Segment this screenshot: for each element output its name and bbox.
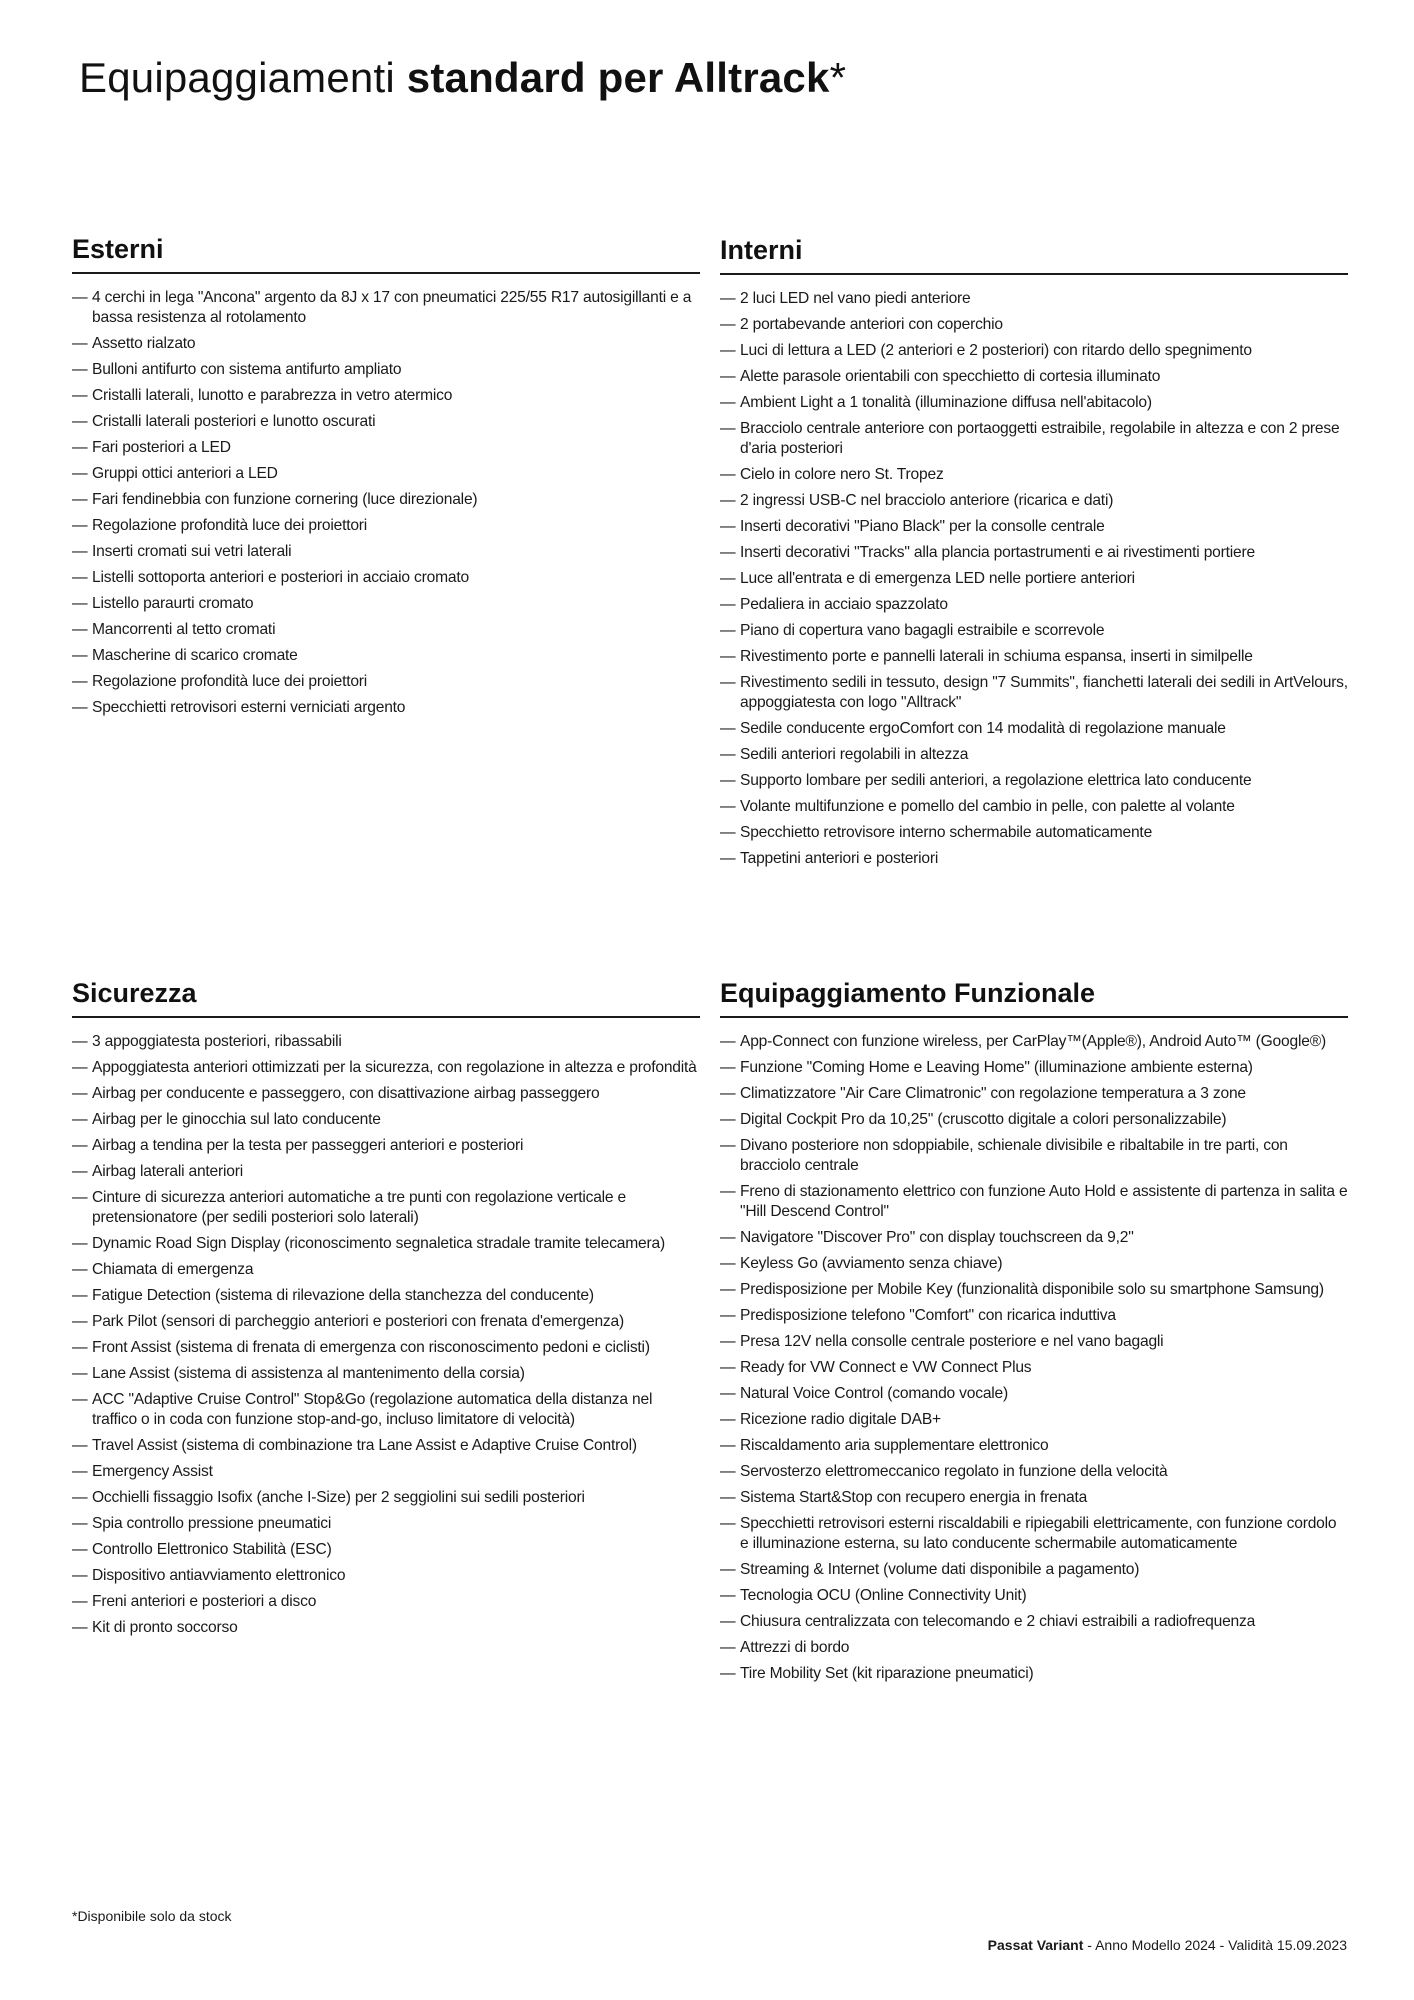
list-item: — Funzione "Coming Home e Leaving Home" (illuminazione ambiente esterna) [720, 1058, 1348, 1078]
list-item: — Presa 12V nella consolle centrale posteriore e nel vano bagagli [720, 1332, 1348, 1352]
list-item: — Sedili anteriori regolabili in altezza [720, 745, 1348, 765]
section-interni [720, 235, 1348, 875]
title-asterisk: * [829, 54, 847, 101]
list-item: — 2 ingressi USB-C nel bracciolo anteriore (ricarica e dati) [720, 491, 1348, 511]
list-item: — Regolazione profondità luce dei proiettori [72, 516, 700, 536]
list-item: — Specchietto retrovisore interno schermabile automaticamente [720, 823, 1348, 843]
list-item: — Bulloni antifurto con sistema antifurto ampliato [72, 360, 700, 380]
list-item: — Specchietti retrovisori esterni verniciati argento [72, 698, 700, 718]
list-item: — Climatizzatore "Air Care Climatronic" con regolazione temperatura a 3 zone [720, 1084, 1348, 1104]
list-item: — Controllo Elettronico Stabilità (ESC) [72, 1540, 700, 1560]
list-item: — Listelli sottoporta anteriori e posteriori in acciaio cromato [72, 568, 700, 588]
list-item: — Natural Voice Control (comando vocale) [720, 1384, 1348, 1404]
list-item: — Cristalli laterali, lunotto e parabrezza in vetro atermico [72, 386, 700, 406]
list-item: — Pedaliera in acciaio spazzolato [720, 595, 1348, 615]
list-item: — Assetto rialzato [72, 334, 700, 354]
list-item: — Cristalli laterali posteriori e lunotto oscurati [72, 412, 700, 432]
list-item: — Cielo in colore nero St. Tropez [720, 465, 1348, 485]
list-item: — Rivestimento sedili in tessuto, design "7 Summits", fianchetti laterali dei sedili in ArtVelours, appoggiatesta con logo "Alltrack" [720, 673, 1348, 713]
list-item: — Listello paraurti cromato [72, 594, 700, 614]
list-item: — Tecnologia OCU (Online Connectivity Unit) [720, 1586, 1348, 1606]
list-item: — Dynamic Road Sign Display (riconoscimento segnaletica stradale tramite telecamera) [72, 1234, 700, 1254]
footer-validity: - Anno Modello 2024 - Validità 15.09.2023 [1083, 1937, 1347, 1953]
list-item: — Fatigue Detection (sistema di rilevazione della stanchezza del conducente) [72, 1286, 700, 1306]
feature-list [72, 1032, 700, 1638]
list-item: — Fari fendinebbia con funzione cornering (luce direzionale) [72, 490, 700, 510]
list-item: — Digital Cockpit Pro da 10,25'' (cruscotto digitale a colori personalizzabile) [720, 1110, 1348, 1130]
list-item: — Keyless Go (avviamento senza chiave) [720, 1254, 1348, 1274]
feature-list [720, 1032, 1348, 1684]
list-item: — Navigatore "Discover Pro" con display touchscreen da 9,2'' [720, 1228, 1348, 1248]
list-item: — Freno di stazionamento elettrico con funzione Auto Hold e assistente di partenza in salita e "Hill Descend Control" [720, 1182, 1348, 1222]
list-item: — Piano di copertura vano bagagli estraibile e scorrevole [720, 621, 1348, 641]
section-heading: Interni [720, 235, 1348, 275]
list-item: — Gruppi ottici anteriori a LED [72, 464, 700, 484]
list-item: — Airbag per conducente e passeggero, con disattivazione airbag passeggero [72, 1084, 700, 1104]
section-sicurezza [72, 978, 700, 1644]
list-item: — Lane Assist (sistema di assistenza al mantenimento della corsia) [72, 1364, 700, 1384]
list-item: — Inserti cromati sui vetri laterali [72, 542, 700, 562]
title-bold: standard per Alltrack [406, 54, 830, 101]
list-item: — Sedile conducente ergoComfort con 14 modalità di regolazione manuale [720, 719, 1348, 739]
list-item: — Luce all'entrata e di emergenza LED nelle portiere anteriori [720, 569, 1348, 589]
section-equipaggiamento-funzionale [720, 978, 1348, 1690]
list-item: — Inserti decorativi "Piano Black" per la consolle centrale [720, 517, 1348, 537]
list-item: — Bracciolo centrale anteriore con portaoggetti estraibile, regolabile in altezza e con 2 prese d'aria posteriori [720, 419, 1348, 459]
list-item: — Chiusura centralizzata con telecomando e 2 chiavi estraibili a radiofrequenza [720, 1612, 1348, 1632]
list-item: — Riscaldamento aria supplementare elettronico [720, 1436, 1348, 1456]
list-item: — Tire Mobility Set (kit riparazione pneumatici) [720, 1664, 1348, 1684]
list-item: — Luci di lettura a LED (2 anteriori e 2 posteriori) con ritardo dello spegnimento [720, 341, 1348, 361]
list-item: — Ambient Light a 1 tonalità (illuminazione diffusa nell'abitacolo) [720, 393, 1348, 413]
section-heading: Esterni [72, 234, 700, 274]
list-item: — App-Connect con funzione wireless, per CarPlay™(Apple®), Android Auto™ (Google®) [720, 1032, 1348, 1052]
feature-list [720, 289, 1348, 869]
list-item: — Airbag laterali anteriori [72, 1162, 700, 1182]
list-item: — 2 portabevande anteriori con coperchio [720, 315, 1348, 335]
list-item: — Cinture di sicurezza anteriori automatiche a tre punti con regolazione verticale e pretensionatore (per sedili posteriori solo laterali) [72, 1188, 700, 1228]
list-item: — Divano posteriore non sdoppiabile, schienale divisibile e ribaltabile in tre parti, con bracciolo centrale [720, 1136, 1348, 1176]
list-item: — Sistema Start&Stop con recupero energia in frenata [720, 1488, 1348, 1508]
list-item: — Mancorrenti al tetto cromati [72, 620, 700, 640]
list-item: — Chiamata di emergenza [72, 1260, 700, 1280]
list-item: — Fari posteriori a LED [72, 438, 700, 458]
list-item: — Emergency Assist [72, 1462, 700, 1482]
list-item: — Inserti decorativi "Tracks" alla plancia portastrumenti e ai rivestimenti portiere [720, 543, 1348, 563]
list-item: — Front Assist (sistema di frenata di emergenza con risconoscimento pedoni e ciclisti) [72, 1338, 700, 1358]
list-item: — Dispositivo antiavviamento elettronico [72, 1566, 700, 1586]
section-esterni [72, 234, 700, 724]
section-heading: Sicurezza [72, 978, 700, 1018]
list-item: — Predisposizione per Mobile Key (funzionalità disponibile solo su smartphone Samsung) [720, 1280, 1348, 1300]
list-item: — Ready for VW Connect e VW Connect Plus [720, 1358, 1348, 1378]
page-title [79, 54, 846, 102]
list-item: — Appoggiatesta anteriori ottimizzati per la sicurezza, con regolazione in altezza e profondità [72, 1058, 700, 1078]
list-item: — Ricezione radio digitale DAB+ [720, 1410, 1348, 1430]
list-item: — Airbag a tendina per la testa per passeggeri anteriori e posteriori [72, 1136, 700, 1156]
page-footer [988, 1937, 1347, 1953]
section-heading: Equipaggiamento Funzionale [720, 978, 1348, 1018]
list-item: — Tappetini anteriori e posteriori [720, 849, 1348, 869]
list-item: — Kit di pronto soccorso [72, 1618, 700, 1638]
list-item: — Rivestimento porte e pannelli laterali in schiuma espansa, inserti in similpelle [720, 647, 1348, 667]
list-item: — Regolazione profondità luce dei proiettori [72, 672, 700, 692]
list-item: — Servosterzo elettromeccanico regolato in funzione della velocità [720, 1462, 1348, 1482]
title-light: Equipaggiamenti [79, 54, 407, 101]
list-item: — 3 appoggiatesta posteriori, ribassabili [72, 1032, 700, 1052]
feature-list [72, 288, 700, 718]
list-item: — Supporto lombare per sedili anteriori, a regolazione elettrica lato conducente [720, 771, 1348, 791]
list-item: — Spia controllo pressione pneumatici [72, 1514, 700, 1534]
list-item: — 4 cerchi in lega "Ancona" argento da 8J x 17 con pneumatici 225/55 R17 autosigillanti e a bassa resistenza al rotolamento [72, 288, 700, 328]
list-item: — Airbag per le ginocchia sul lato conducente [72, 1110, 700, 1130]
footnote: *Disponibile solo da stock [72, 1908, 232, 1924]
list-item: — Park Pilot (sensori di parcheggio anteriori e posteriori con frenata d'emergenza) [72, 1312, 700, 1332]
list-item: — Streaming & Internet (volume dati disponibile a pagamento) [720, 1560, 1348, 1580]
list-item: — 2 luci LED nel vano piedi anteriore [720, 289, 1348, 309]
footer-model: Passat Variant [987, 1937, 1084, 1953]
list-item: — Travel Assist (sistema di combinazione tra Lane Assist e Adaptive Cruise Control) [72, 1436, 700, 1456]
list-item: — Occhielli fissaggio Isofix (anche I-Size) per 2 seggiolini sui sedili posteriori [72, 1488, 700, 1508]
list-item: — Volante multifunzione e pomello del cambio in pelle, con palette al volante [720, 797, 1348, 817]
list-item: — Freni anteriori e posteriori a disco [72, 1592, 700, 1612]
list-item: — ACC "Adaptive Cruise Control" Stop&Go (regolazione automatica della distanza nel traffico o in coda con funzione stop-and-go, incluso limitatore di velocità) [72, 1390, 700, 1430]
list-item: — Alette parasole orientabili con specchietto di cortesia illuminato [720, 367, 1348, 387]
list-item: — Specchietti retrovisori esterni riscaldabili e ripiegabili elettricamente, con funzione cordolo e illuminazione esterna, su lato conducente schermabile automaticamente [720, 1514, 1348, 1554]
list-item: — Mascherine di scarico cromate [72, 646, 700, 666]
list-item: — Attrezzi di bordo [720, 1638, 1348, 1658]
list-item: — Predisposizione telefono "Comfort" con ricarica induttiva [720, 1306, 1348, 1326]
